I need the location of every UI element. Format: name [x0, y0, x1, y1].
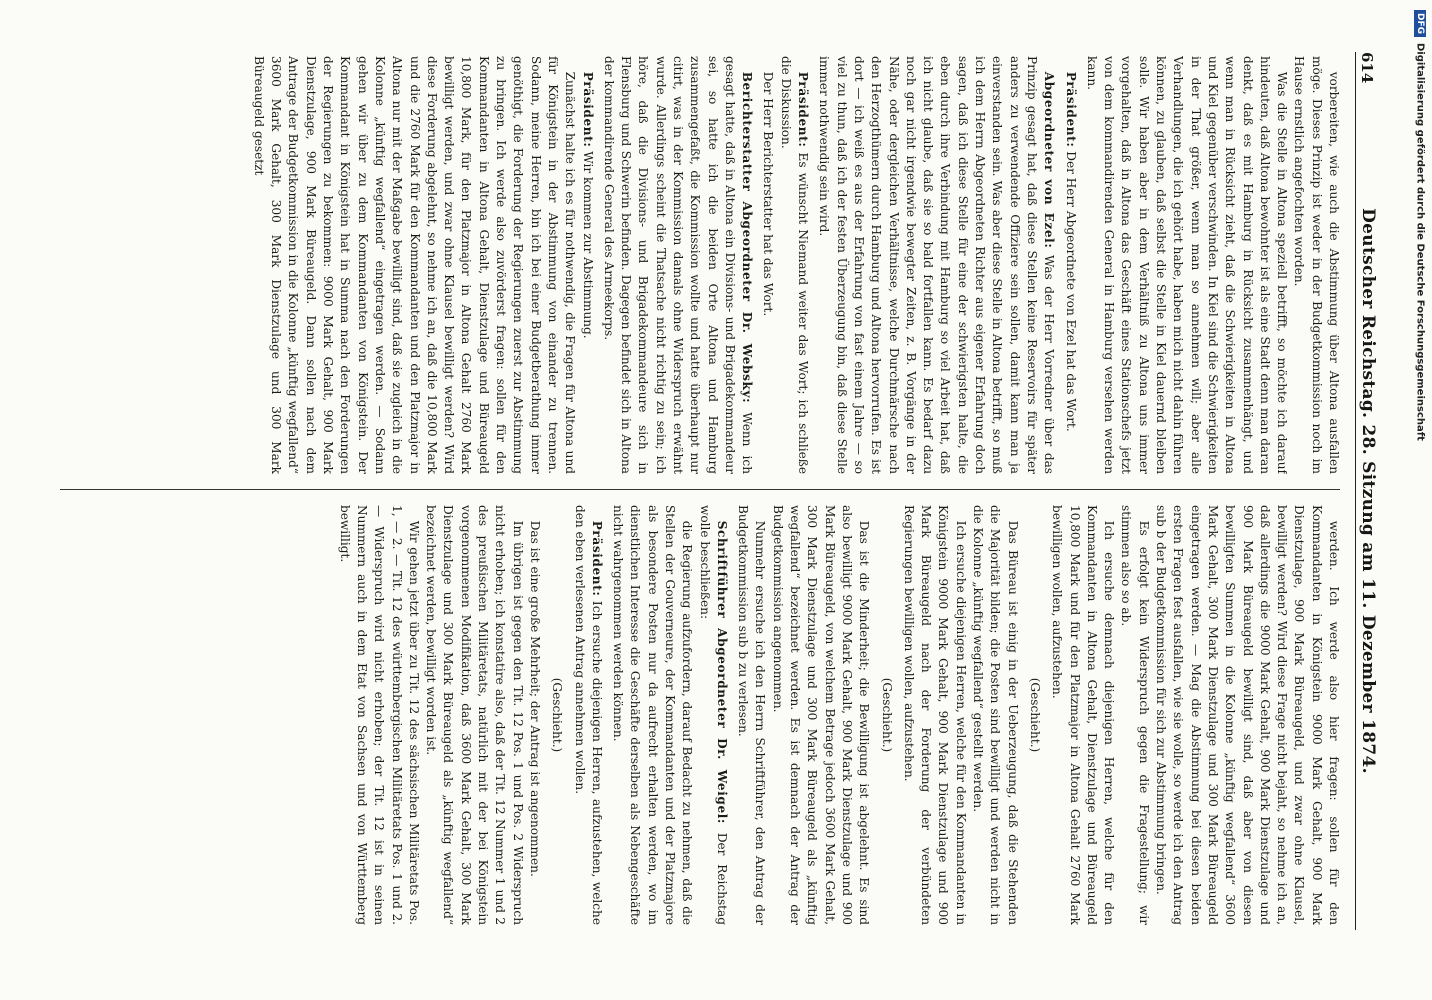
paragraph-text: Das Büreau ist einig in der Ueberzeugung, daß die Stehenden die Majorität bilden; die Posten sind bewilligt und werden nicht in die Kolonne „künftig wegfallend“ gestellt werden. — [971, 505, 1020, 925]
paragraph-text: die Regierung aufzufordern, darauf Bedacht zu nehmen, daß die Stellen der Gouverneure, der Kommandanten und der Platzmajore als besondere Posten nur da aufrecht erhalten werden, wo im dienstlichen Interesse die Geschäfte derselben als Nebengeschäfte nicht wahrgenommen werden können. — [611, 505, 695, 925]
speaker-paragraph — [777, 56, 812, 474]
paragraph — [422, 505, 526, 925]
paragraph — [250, 56, 579, 474]
paragraph — [609, 505, 695, 925]
paragraph — [526, 505, 543, 925]
speaker-paragraph — [578, 56, 595, 474]
paragraph-text: vorbereiten, wie auch die Abstimmung über Altona ausfallen möge. Dieses Prinzip ist weder in der Budgetkommission noch im Hause ernstlich angefochten worden. — [1292, 56, 1341, 474]
speaker-name: Schriftführer Abgeordneter Dr. Weigel: — [714, 520, 729, 824]
speaker-paragraph — [1061, 56, 1078, 474]
paragraph — [1083, 56, 1291, 474]
paragraph-text: Ich ersuche diejenigen Herren, aufzustehen, welche den eben verlesenen Antrag annehmen wollen. — [572, 505, 604, 925]
paragraph-text: Der Reichstag wolle beschließen: — [697, 505, 729, 925]
dfg-watermark — [1411, 10, 1429, 995]
stage-direction — [877, 505, 894, 925]
paragraph — [759, 56, 776, 474]
paragraph-text: Ich ersuche diejenigen Herren, welche für den Kommandanten in Königstein 9000 Mark Gehalt, 900 Mark Dienstzulage und 900 Mark Büreaugeld nach der Forderung der verbündeten Regierungen bewilligen wollen, aufzustehen. — [901, 505, 968, 925]
paragraph — [1152, 505, 1342, 925]
speaker-name: Abgeordneter von Ezel: — [1042, 71, 1057, 249]
speaker-paragraph — [815, 56, 1057, 474]
paragraph-text: Was der Herr Vorredner über das Prinzip gesagt hat, daß diese Stellen keine Reservoirs für später anders zu verwendende Offiziere sein sollen, damit kann man ja einverstanden sein. Was aber diese Stelle in Altona betrifft, so muß ich dem Herrn Abgeordneten Richter aus eigener Erfahrung doch sagen, daß ich diese Stelle für eine der schwierigsten halte, die eben durch ihre Verbindung mit Hamburg so viel Arbeit hat, daß ich nicht glaube, daß sie so bald fortfallen kann. Es bedarf dazu noch gar nicht irgendwie bewegter Zeiten, z. B. Vorgänge in der Nähe, oder dergleichen Verhältnisse, welche Durchmärsche nach den Herzogthümern durch Hamburg und Altona hervorrufen. Es ist dort — ich weiß es aus der Erfahrung von fast einem Jahre — so viel zu thun, daß ich der festen Überzeugung bin, daß diese Stelle immer nothwendig sein wird. — [817, 56, 1057, 474]
column-divider — [60, 489, 1340, 490]
page-number: 614 — [1358, 52, 1376, 84]
paragraph — [900, 505, 969, 925]
left-text-column — [50, 56, 1342, 474]
page-title: Deutscher Reichstag. 28. Sitzung am 11. Dezember 1874. — [1358, 208, 1378, 774]
paragraph — [1117, 505, 1152, 925]
speaker-paragraph — [570, 505, 605, 925]
paragraph-text: Wir gehen jetzt über zu Tit. 12 des sächsischen Militäretats Pos. 1, — 2. — Tit. 12 des württembergischen Militäretats Pos. 1 und 2. — Widerspruch wird nicht erhoben; der Tit. 12 ist in seinen Nummern auch in dem Etat von Sachsen und von Württemberg bewilligt. — [337, 505, 421, 925]
paragraph-text: Der Herr Berichterstatter hat das Wort. — [761, 71, 776, 317]
paragraph-text: Zunächst halte ich es für nothwendig, die Fragen für Altona und für Königstein in der Abstimmung von einander zu trennen. Sodann, meine Herren, bin ich bei einer Budgetberathung immer genöthigt, die Forderung der Regierungen zuerst zur Abstimmung zu bringen. Ich werde also zuvörderst fragen: sollen für den Kommandanten in Altona Gehalt, Dienstzulage und Büreaugeld 10,800 Mark, für den Platzmajor in Altona Gehalt 2760 Mark bewilligt werden, und zwar ohne Klausel bewilligt werden? Wird diese Forderung abgelehnt, so nehme ich an, daß die 10,800 Mark und die 2760 Mark für den Kommandanten und den Platzmajor in Altona nur mit der Maßgabe bewilligt sind, daß sie zugleich in die Kolonne „künftig wegfallend“ eingetragen werden. — Sodann gehen wir über zu dem Kommandanten von Königstein. Der Kommandant in Königstein hat in Summa nach den Forderungen der Regierungen zu bekommen: 9000 Mark Gehalt, 900 Mark Dienstzulage, 900 Mark Büreaugeld. Dann sollen nach dem Antrage der Budgetkommission in die Kolonne „künftig wegfallend“ 3600 Mark Gehalt, 300 Mark Dienstzulage und 300 Mark Büreaugeld gesetzt — [251, 56, 578, 474]
paragraph-text: werden. Ich werde also hier fragen: sollen für den Kommandanten in Königstein 9000 Mark Gehalt, 900 Mark Dienstzulage, 900 Mark Büreaugeld, und zwar ohne Klausel, bewilligt werden? Wird diese Frage nicht bejaht, so nehme ich an, daß allerdings die 9000 Mark Gehalt, 900 Mark Dienstzulage und 900 Mark Büreaugeld bewilligt sind, daß aber von diesen bewilligten Summen in die Kolonne „künftig wegfallend“ 3600 Mark Gehalt, 300 Mark Dienstzulage und 300 Mark Büreaugeld eingetragen werden. — Mag die Abstimmung bei diesen beiden ersten Fragen fest ausfallen, wie sie wolle, so werde ich den Antrag sub b der Budgetkommission für sich zur Abstimmung bringen. — [1154, 505, 1341, 925]
speaker-name: Berichterstatter Abgeordneter Dr. Websky: — [740, 71, 755, 404]
paragraph-text: Im übrigen ist gegen den Tit. 12 Pos. 1 und Pos. 2 Widerspruch nicht erhoben; ich konstatire also, daß der Tit. 12 Nummer 1 und 2 des preußischen Militäretats, natürlich mit der bei Königstein vorgenommenen Modifikation, daß 3600 Mark Gehalt, 300 Mark Dienstzulage und 300 Mark Büreaugeld als „künftig wegfallend“ bezeichnet werden, bewilligt worden ist. — [424, 505, 525, 925]
digitization-credit: Digitalisierung gefördert durch die Deutsche Forschungsgemeinschaft — [1414, 43, 1426, 441]
paragraph-text: Nunmehr ersuche ich den Herrn Schriftführer, den Antrag der Budgetkommission sub b zu verlesen. — [736, 505, 768, 925]
paragraph-text: (Geschieht.) — [879, 677, 894, 753]
paragraph-text: Das ist eine große Mehrheit; der Antrag ist angenommen. — [527, 520, 542, 877]
speaker-name: Präsident: — [580, 71, 595, 148]
paragraph-text: (Geschieht.) — [550, 677, 565, 753]
paragraph-text: Das ist die Minderheit; die Bewilligung ist abgelehnt. Es sind also bewilligt 9000 Mark Gehalt, 900 Mark Dienstzulage und 900 Mark Büreaugeld, von welchem Betrage jedoch 3600 Mark Gehalt, 300 Mark Dienstzulage und 300 Mark Büreaugeld als „künftig wegfallend“ bezeichnet werden. Es ist demnach der Antrag der Budgetkommission angenommen. — [770, 505, 872, 925]
stage-direction — [548, 505, 565, 925]
speaker-paragraph — [600, 56, 756, 474]
stage-direction — [1026, 505, 1043, 925]
paragraph-text: Wenn ich gesagt hatte, daß in Altona ein Divisions- und Brigadekommandeur sei, so hatte ich die beiden Orte Altona und Hamburg zusammengefaßt, die Kommission wollte und hatte überhaupt nur citirt, was in der Kommission damals ohne Widerspruch erwähnt wurde. Allerdings scheint die Thatsache nicht richtig zu sein; ich höre, daß die Divisions- und Brigadekommandeure sich in Flensburg und Schwerin befinden. Dagegen befindet sich in Altona der kommandirende General des Armeekorps. — [601, 56, 755, 474]
paragraph — [335, 505, 421, 925]
speaker-name: Präsident: — [1063, 71, 1078, 148]
paragraph — [734, 505, 769, 925]
page-header — [1355, 52, 1392, 930]
dfg-logo: DFG — [1414, 10, 1426, 37]
paragraph — [769, 505, 873, 925]
paragraph — [1290, 56, 1342, 474]
speaker-name: Präsident: — [796, 71, 811, 148]
paragraph-text: (Geschieht.) — [1027, 677, 1042, 753]
paragraph-text: Ich ersuche demnach diejenigen Herren, welche für den Kommandanten in Altona Gehalt, Dienstzulage und Büreaugeld 10,800 Mark und für den Platzmajor in Altona Gehalt 2760 Mark bewilligen wollen, aufzustehen. — [1050, 505, 1117, 925]
paragraph-text: Was die Stelle in Altona speziell betrifft, so möchte ich darauf hindeuten, daß Altona bewohnter ist als eine Stadt denn man daran denkt, daß es mit Hamburg in Rücksicht zusammenhängt, und wenn man in Rücksicht zieht, daß die Schwierigkeiten in Altona und Kiel gegenüber verschwinden. In Kiel sind die Schwierigkeiten in der That größer, wenn man so annehmen will; aber alle Verhandlungen, die ich gehört habe, haben mich nicht dahin führen können, zu glauben, daß selbst die Stelle in Kiel dauernd bleiben solle. Wir haben aber in dem Verhältniß zu Altona uns immer vorgehalten, daß in Altona das Geschäft eines Stationschefs jetzt von dem kommandirenden General in Hamburg versehen werden kann. — [1084, 56, 1290, 474]
paragraph-text: Wir kommen zur Abstimmung. — [580, 151, 595, 339]
paragraph-text: Der Herr Abgeordnete von Ezel hat das Wort. — [1063, 151, 1078, 432]
paragraph-text: Es wünscht Niemand weiter das Wort; ich schließe die Diskussion. — [778, 56, 811, 474]
paragraph — [969, 505, 1021, 925]
speaker-name: Präsident: — [589, 520, 604, 597]
right-text-column — [50, 505, 1342, 925]
paragraph-text: Es erfolgt kein Widerspruch gegen die Fragestellung; wir stimmen also so ab. — [1119, 505, 1151, 925]
paragraph — [1048, 505, 1117, 925]
speaker-paragraph — [695, 505, 730, 925]
